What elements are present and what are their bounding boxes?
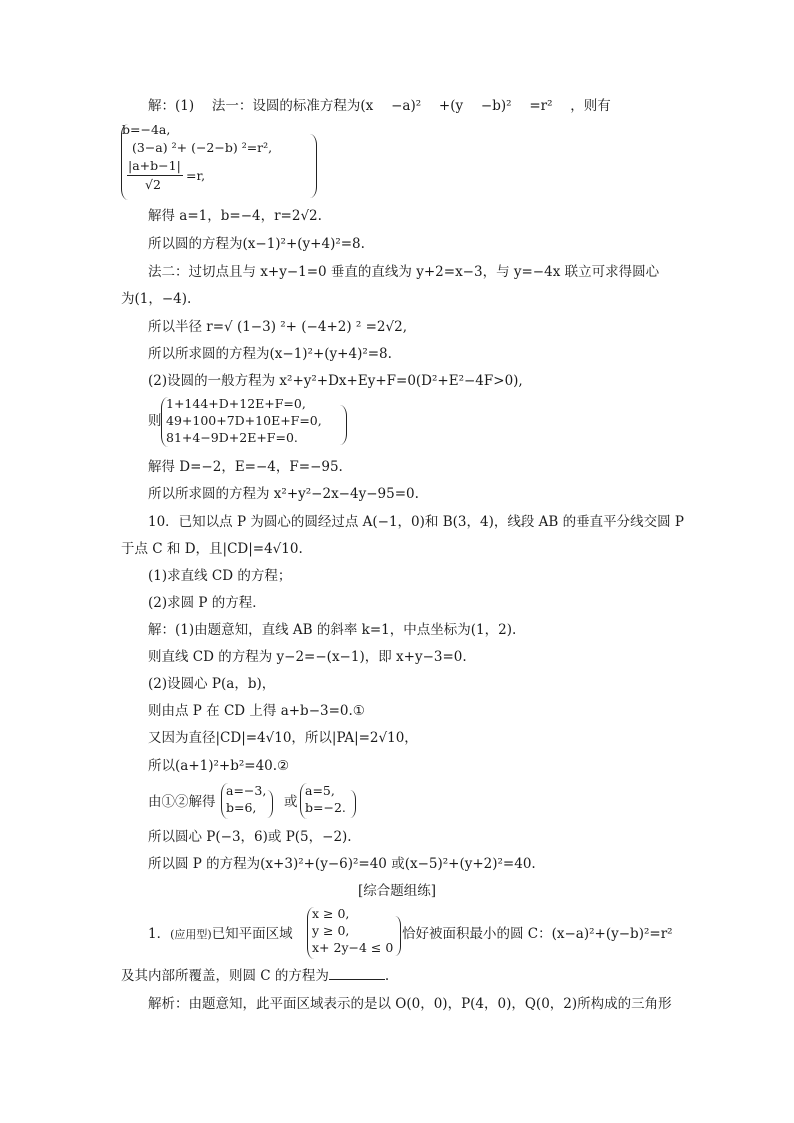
solution-line-9: 解得 D=−2，E=−4，F=−95. — [148, 459, 343, 475]
system1-row1: b=−4a, — [122, 122, 171, 137]
system1-row2: (3−a) ²+ (−2−b) ²=r², — [132, 140, 273, 155]
problem1-suffix: 恰好被面积最小的圆 C：(x−a)²+(y−b)²=r² — [402, 926, 673, 942]
system1-row3-tail: =r, — [186, 168, 206, 183]
answer-blank[interactable] — [329, 967, 385, 980]
solution-line-5: 为(1，−4). — [121, 291, 192, 307]
system2-row3: 81+4−9D+2E+F=0. — [166, 430, 298, 445]
problem10-line-2: 于点 C 和 D，且|CD|=4√10. — [121, 541, 303, 557]
system3-b-row2: b=−2. — [305, 800, 346, 815]
problem1-line-2-end: . — [384, 968, 390, 984]
system-paren — [350, 790, 356, 818]
solution-line-1: 解：(1) 法一：设圆的标准方程为(x −a)² +(y −b)² =r² ，则有 — [148, 98, 611, 114]
problem1-line-2 — [121, 967, 389, 985]
problem10-line-8: 则由点 P 在 CD 上得 a+b−3=0.① — [148, 703, 365, 719]
solution-line-2: 解得 a=1，b=−4，r=2√2. — [148, 208, 322, 224]
problem10-line-3: (1)求直线 CD 的方程； — [148, 568, 292, 584]
problem1-system-row1: x ≥ 0, — [312, 906, 350, 921]
system3-a-row2: b=6, — [226, 800, 257, 815]
system3-or: 或 — [284, 794, 298, 810]
solution-line-8: (2)设圆的一般方程为 x²+y²+Dx+Ey+F=0(D²+E²−4F>0), — [148, 373, 523, 389]
system-paren — [310, 134, 317, 198]
system2-row1: 1+144+D+12E+F=0, — [166, 396, 306, 411]
problem1-line-3: 解析：由题意知，此平面区域表示的是以 O(0，0)，P(4，0)，Q(0，2)所构成的三角形 — [148, 996, 672, 1012]
problem10-line-4: (2)求圆 P 的方程． — [148, 595, 266, 611]
problem1-type-tag: (应用型) — [170, 928, 212, 941]
system-paren — [395, 916, 401, 956]
problem1-num: 1． — [148, 926, 171, 942]
fraction-bar — [127, 175, 183, 176]
system2-row2: 49+100+7D+10E+F=0, — [166, 413, 322, 428]
problem10-line-10: 所以(a+1)²+b²=40.② — [148, 758, 290, 774]
problem1-system-row2: y ≥ 0, — [312, 923, 350, 938]
problem10-line-11: 所以圆心 P(−3，6)或 P(5，−2). — [148, 829, 352, 845]
section-heading: [综合题组练] — [357, 883, 437, 899]
system3-a-row1: a=−3, — [226, 783, 267, 798]
system-paren — [267, 790, 273, 818]
problem10-line-12: 所以圆 P 的方程为(x+3)²+(y−6)²=40 或(x−5)²+(y+2)²=40. — [148, 856, 536, 872]
system2-prefix: 则 — [148, 413, 162, 429]
problem10-line-9: 又因为直径|CD|=4√10，所以|PA|=2√10， — [148, 730, 418, 746]
problem1-system-row3: x+ 2y−4 ≤ 0 — [312, 940, 394, 955]
solution-line-3: 所以圆的方程为(x−1)²+(y+4)²=8. — [148, 236, 365, 252]
problem1-prefix: 已知平面区域 — [211, 926, 293, 942]
system3-b-row1: a=5, — [305, 783, 335, 798]
problem10-line-7: (2)设圆心 P(a，b)， — [148, 676, 276, 692]
system3-prefix: 由①②解得 — [148, 794, 216, 810]
system-paren — [340, 405, 347, 445]
system1-row3-numerator: |a+b−1| — [128, 158, 181, 173]
problem1-line-2-text: 及其内部所覆盖，则圆 C 的方程为 — [121, 968, 329, 984]
system1-row3-denominator: √2 — [145, 177, 161, 192]
solution-line-6: 所以半径 r=√ (1−3) ²+ (−4+2) ² =2√2, — [148, 319, 407, 335]
solution-line-10: 所以所求圆的方程为 x²+y²−2x−4y−95=0. — [148, 486, 419, 502]
solution-line-4: 法二：过切点且与 x+y−1=0 垂直的直线为 y+2=x−3，与 y=−4x 联立可求得圆心 — [148, 264, 660, 280]
problem10-line-5: 解：(1)由题意知，直线 AB 的斜率 k=1，中点坐标为(1，2). — [148, 622, 517, 638]
problem1-number — [148, 925, 293, 944]
solution-line-7: 所以所求圆的方程为(x−1)²+(y+4)²=8. — [148, 346, 392, 362]
problem10-line-1: 10．已知以点 P 为圆心的圆经过点 A(−1，0)和 B(3，4)，线段 AB 的垂直平分线交圆 P — [148, 514, 684, 530]
problem10-line-6: 则直线 CD 的方程为 y−2=−(x−1)，即 x+y−3=0. — [148, 649, 467, 665]
